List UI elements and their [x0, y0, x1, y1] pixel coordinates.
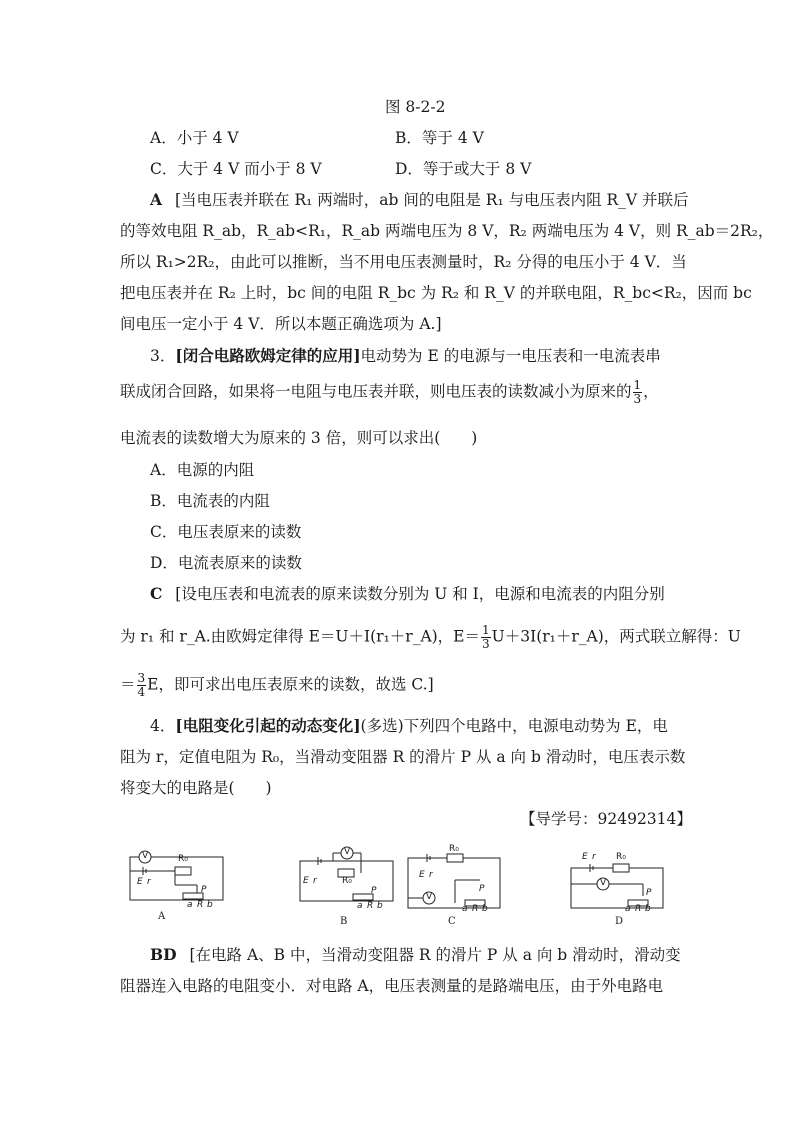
circuit-a-r0-label: R₀ — [178, 854, 188, 864]
circuit-b-voltmeter-label: V — [344, 847, 351, 857]
circuit-a-a-label: a — [187, 900, 193, 910]
q3-frac-denominator: 3 — [633, 392, 642, 406]
circuit-a-b-label: b — [207, 900, 213, 910]
q3-explanation-text-3a: ＝ — [120, 675, 136, 694]
q2-explanation-line-1 — [150, 189, 689, 211]
circuit-diagram-b — [295, 843, 395, 913]
q2-answer-label: A — [150, 190, 163, 209]
q2-explanation-line-5: 间电压一定小于 4 V．所以本题正确选项为 A.] — [120, 315, 442, 333]
q3-stem-text-1: 电动势为 E 的电源与一电压表和一电流表串 — [360, 347, 661, 365]
q2-option-d: D．等于或大于 8 V — [395, 160, 532, 178]
q4-explanation-text-1: [在电路 A、B 中，当滑动变阻器 R 的滑片 P 从 a 向 b 滑动时，滑动变 — [189, 946, 681, 964]
q3-exp-frac3-denominator: 4 — [137, 685, 146, 699]
circuit-d-b-label: b — [645, 904, 651, 914]
circuit-a-rheostat-label: R — [197, 900, 204, 910]
q3-exp-frac3-numerator: 3 — [137, 671, 146, 685]
circuit-b-caption: B — [340, 916, 348, 927]
circuit-c-b-label: b — [482, 904, 488, 914]
circuit-c-r-label: r — [429, 870, 433, 880]
circuit-c-r0-label: R₀ — [449, 844, 459, 854]
q4-answer-label: BD — [150, 945, 177, 964]
circuit-b-b-label: b — [377, 901, 383, 911]
q3-explanation-text-1: [设电压表和电流表的原来读数分别为 U 和 I，电源和电流表的内阻分别 — [175, 585, 665, 603]
circuit-diagram-a — [125, 843, 225, 913]
q3-stem-text-2-end: ， — [643, 382, 659, 401]
q3-stem-line-1 — [150, 345, 661, 367]
circuit-c-p-label: P — [479, 884, 485, 894]
q3-explanation-line-2 — [120, 624, 741, 651]
q2-explanation-line-3: 所以 R₁>2R₂，由此可以推断，当不用电压表测量时，R₂ 分得的电压小于 4 V．当 — [120, 253, 687, 271]
circuit-a-r-label: r — [147, 877, 151, 887]
q3-explanation-text-3b: E，即可求出电压表原来的读数，故选 C.] — [147, 675, 434, 694]
q3-number: 3． — [150, 347, 176, 365]
circuit-b-a-label: a — [357, 901, 363, 911]
q4-guide-number: 【导学号：92492314】 — [520, 810, 692, 828]
circuit-b-r0-label: R₀ — [342, 876, 352, 886]
q3-topic-tag: [闭合电路欧姆定律的应用] — [175, 346, 361, 365]
q3-exp-frac-numerator: 1 — [482, 623, 490, 637]
circuit-a-caption: A — [158, 911, 166, 922]
circuit-d-r-label: r — [592, 852, 596, 862]
circuit-d-r0-label: R₀ — [616, 852, 626, 862]
circuit-b-rheostat-label: R — [367, 901, 374, 911]
q3-explanation-line-3 — [120, 672, 434, 699]
q3-option-a: A．电源的内阻 — [150, 461, 255, 479]
q4-stem-text-1: (多选)下列四个电路中，电源电动势为 E，电 — [360, 717, 668, 735]
q4-stem-line-3: 将变大的电路是( ) — [120, 779, 272, 797]
q4-explanation-line-1 — [150, 944, 681, 966]
circuit-a-p-label: P — [201, 885, 207, 895]
q3-fraction-one-third — [633, 379, 643, 406]
q4-stem-line-1 — [150, 715, 668, 737]
q2-option-b: B．等于 4 V — [395, 129, 484, 147]
circuit-c-e-label: E — [419, 870, 425, 880]
q4-number: 4． — [150, 717, 176, 735]
circuit-diagram-d — [568, 848, 668, 916]
q2-explanation-line-4: 把电压表并在 R₂ 上时，bc 间的电阻 R_bc 为 R₂ 和 R_V 的并联电阻，R_bc<R₂，因而 bc — [120, 284, 752, 302]
circuit-c-svg — [405, 848, 505, 916]
circuit-d-caption: D — [615, 916, 624, 927]
q3-frac-numerator: 1 — [633, 378, 642, 392]
q3-explanation-fraction-three-quarters — [137, 672, 147, 699]
q3-answer-label: C — [150, 584, 163, 603]
circuit-d-e-label: E — [582, 852, 588, 862]
circuit-d-rheostat-label: R — [635, 904, 642, 914]
q3-explanation-text-2b: U＋3I(r₁＋r_A)，两式联立解得：U — [491, 627, 741, 646]
circuit-d-voltmeter-label: V — [600, 878, 607, 888]
circuit-c-a-label: a — [462, 904, 468, 914]
q4-explanation-line-2: 阻器连入电路的电阻变小．对电路 A，电压表测量的是路端电压，由于外电路电 — [120, 977, 664, 995]
circuit-a-e-label: E — [137, 877, 143, 887]
q3-option-c: C．电压表原来的读数 — [150, 523, 302, 541]
circuit-a-voltmeter-label: V — [142, 851, 149, 861]
q2-explanation-line-2: 的等效电阻 R_ab，R_ab<R₁，R_ab 两端电压为 8 V，R₂ 两端电压为 4 V，则 R_ab＝2R₂， — [120, 222, 774, 240]
q2-option-c: C．大于 4 V 而小于 8 V — [150, 160, 322, 178]
q3-stem-line-2 — [120, 379, 659, 406]
circuit-diagram-c — [405, 844, 505, 916]
q3-explanation-fraction-one-third — [481, 624, 491, 651]
q3-option-b: B．电流表的内阻 — [150, 492, 270, 510]
circuit-b-r-label: r — [313, 876, 317, 886]
q3-option-d: D．电流表原来的读数 — [150, 554, 302, 572]
q3-stem-line-3: 电流表的读数增大为原来的 3 倍，则可以求出( ) — [120, 429, 478, 447]
q3-explanation-line-1 — [150, 583, 665, 605]
q3-stem-text-2: 联成闭合回路，如果将一电阻与电压表并联，则电压表的读数减小为原来的 — [120, 382, 632, 401]
circuit-b-e-label: E — [303, 876, 309, 886]
circuit-b-p-label: P — [371, 886, 377, 896]
q4-topic-tag: [电阻变化引起的动态变化] — [175, 716, 361, 735]
q3-exp-frac-denominator: 3 — [482, 637, 490, 651]
q3-explanation-text-2a: 为 r₁ 和 r_A.由欧姆定律得 E＝U＋I(r₁＋r_A)，E＝ — [120, 627, 480, 646]
circuit-c-rheostat-label: R — [472, 904, 479, 914]
circuit-d-a-label: a — [625, 904, 631, 914]
q2-explanation-text-1: [当电压表并联在 R₁ 两端时，ab 间的电阻是 R₁ 与电压表内阻 R_V 并联后 — [174, 191, 689, 209]
circuit-c-caption: C — [448, 916, 456, 927]
q2-option-a: A．小于 4 V — [150, 129, 239, 147]
figure-caption: 图 8-2-2 — [385, 98, 446, 116]
q4-stem-line-2: 阻为 r，定值电阻为 R₀，当滑动变阻器 R 的滑片 P 从 a 向 b 滑动时，电压表示数 — [120, 748, 686, 766]
circuit-c-voltmeter-label: V — [426, 892, 433, 902]
circuit-d-p-label: P — [646, 888, 652, 898]
